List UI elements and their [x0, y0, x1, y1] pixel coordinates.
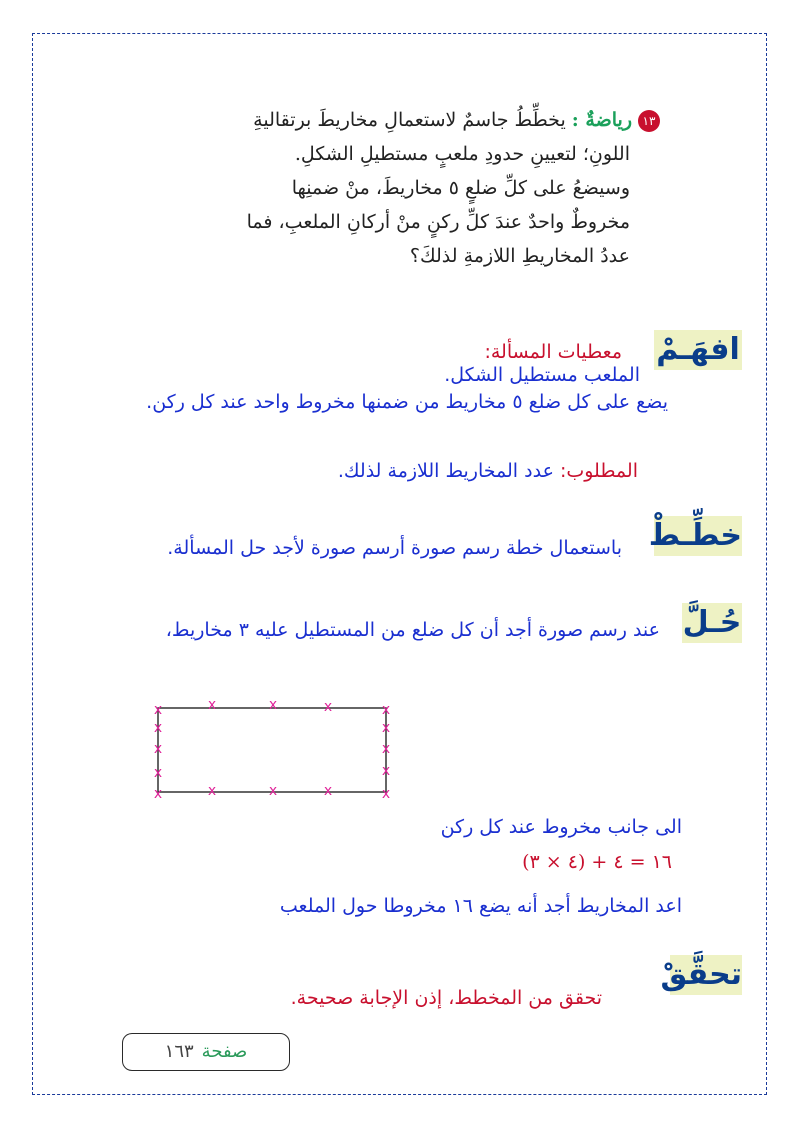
- cone-marker: x: [268, 783, 278, 799]
- given-line-2: يضع على كل ضلع ٥ مخاريط من ضمنها مخروط واحد عند كل ركن.: [146, 391, 668, 413]
- cone-marker: x: [153, 765, 163, 781]
- page-label: صفحة: [201, 1041, 248, 1062]
- cone-markers: [154, 697, 390, 802]
- rectangle-diagram: [140, 693, 400, 803]
- required-label: المطلوب:: [559, 460, 638, 482]
- cone-marker: x: [381, 720, 391, 736]
- solve-text-2: الى جانب مخروط عند كل ركن: [440, 816, 682, 838]
- problem-line-2: اللونِ؛ لتعيينِ حدودِ ملعبٍ مستطيلِ الشكلِ.: [294, 143, 630, 165]
- problem-keyword: رياضةٌ :: [571, 109, 632, 131]
- cone-marker: x: [381, 702, 391, 718]
- problem-line-1: يخطِّطُ جاسمٌ لاستعمالِ مخاريطَ برتقاليةِ: [253, 109, 566, 131]
- cone-marker: x: [323, 783, 333, 799]
- plan-text: باستعمال خطة رسم صورة أرسم صورة لأجد حل المسألة.: [167, 537, 622, 559]
- field-rectangle: [158, 708, 386, 792]
- cone-marker: x: [268, 697, 278, 713]
- given-title: معطيات المسألة:: [484, 341, 622, 363]
- problem-line-5: عددُ المخاريطِ اللازمةِ لذلكَ؟: [409, 245, 630, 267]
- understand-tag: افهَـمْ: [654, 330, 742, 370]
- cone-marker: x: [381, 786, 391, 802]
- cone-marker: x: [381, 741, 391, 757]
- equation: ١٦ = ٤ + (٤ × ٣): [522, 851, 672, 873]
- cone-marker: x: [153, 702, 163, 718]
- solve-text-3: اعد المخاريط أجد أنه يضع ١٦ مخروطا حول الملعب: [279, 895, 682, 917]
- solve-text-1: عند رسم صورة أجد أن كل ضلع من المستطيل عليه ٣ مخاريط،: [165, 619, 660, 641]
- cone-marker: x: [153, 786, 163, 802]
- page-number-box: [122, 1033, 290, 1071]
- problem-statement: [190, 103, 660, 273]
- given-line-1: الملعب مستطيل الشكل.: [444, 364, 640, 386]
- page-number: ١٦٣: [164, 1041, 194, 1062]
- cone-marker: x: [381, 763, 391, 779]
- required-text: عدد المخاريط اللازمة لذلك.: [337, 460, 560, 482]
- solve-tag: حُـلَّ: [682, 603, 742, 643]
- check-tag: تحقَّقْ: [670, 955, 742, 995]
- problem-line-4: مخروطٌ واحدٌ عندَ كلِّ ركنٍ منْ أركانِ الملعبِ، فما: [246, 211, 630, 233]
- problem-line-3: وسيضعُ على كلِّ ضلعٍ ٥ مخاريطَ، منْ ضمنِها: [291, 177, 630, 199]
- check-text: تحقق من المخطط، إذن الإجابة صحيحة.: [290, 987, 602, 1009]
- cone-marker: x: [323, 699, 333, 715]
- problem-number-badge: ١٣: [638, 110, 660, 132]
- cone-marker: x: [153, 720, 163, 736]
- cone-marker: x: [153, 741, 163, 757]
- plan-tag: خطِّـطْ: [654, 516, 742, 556]
- required-line: [338, 459, 638, 483]
- cone-marker: x: [207, 697, 217, 713]
- cone-marker: x: [207, 783, 217, 799]
